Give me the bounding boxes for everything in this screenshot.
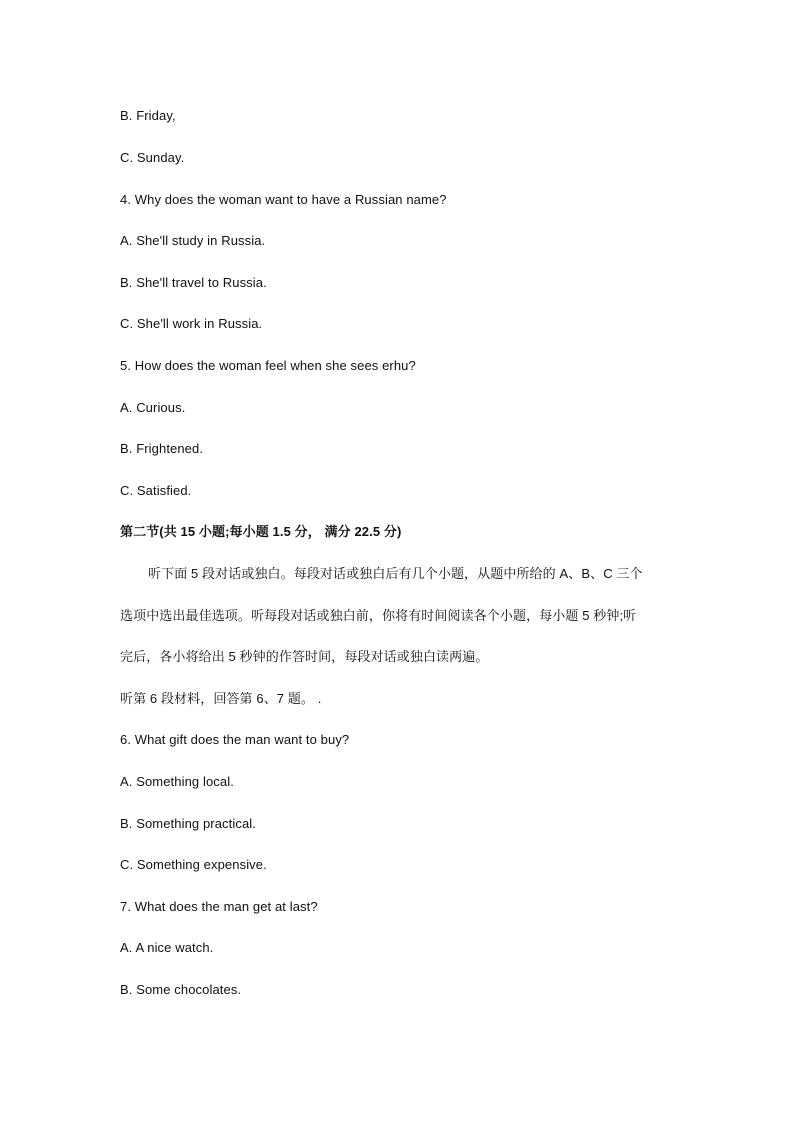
- option-c-sunday: C. Sunday.: [120, 150, 185, 165]
- question-7-option-a: A. A nice watch.: [120, 940, 214, 955]
- question-6-option-c: C. Something expensive.: [120, 857, 267, 872]
- question-5-option-c: C. Satisfied.: [120, 483, 192, 498]
- instructions-line-2: 选项中选出最佳选项。听每段对话或独白前，你将有时间阅读各个小题，每小题 5 秒钟;听: [120, 608, 637, 623]
- question-6-option-a: A. Something local.: [120, 774, 234, 789]
- question-6-option-b: B. Something practical.: [120, 816, 256, 831]
- question-4: 4. Why does the woman want to have a Russian name?: [120, 192, 447, 207]
- question-5-option-b: B. Frightened.: [120, 441, 204, 456]
- section-title: 第二节(共 15 小题;每小题 1.5 分， 满分 22.5 分): [120, 524, 402, 539]
- option-b-friday: B. Friday,: [120, 108, 176, 123]
- question-4-option-c: C. She'll work in Russia.: [120, 316, 263, 331]
- question-4-option-b: B. She'll travel to Russia.: [120, 275, 267, 290]
- question-5: 5. How does the woman feel when she sees erhu?: [120, 358, 416, 373]
- question-6: 6. What gift does the man want to buy?: [120, 732, 350, 747]
- instructions-line-3: 完后，各小将给出 5 秒钟的作答时间，每段对话或独白读两遍。: [120, 649, 489, 664]
- question-7: 7. What does the man get at last?: [120, 899, 318, 914]
- instructions-line-1: 听下面 5 段对话或独白。每段对话或独白后有几个小题，从题中所给的 A、B、C 三个: [148, 566, 643, 581]
- question-5-option-a: A. Curious.: [120, 400, 186, 415]
- question-4-option-a: A. She'll study in Russia.: [120, 233, 266, 248]
- instructions-line-4: 听第 6 段材料，回答第 6、7 题。 .: [120, 691, 322, 706]
- question-7-option-b: B. Some chocolates.: [120, 982, 242, 997]
